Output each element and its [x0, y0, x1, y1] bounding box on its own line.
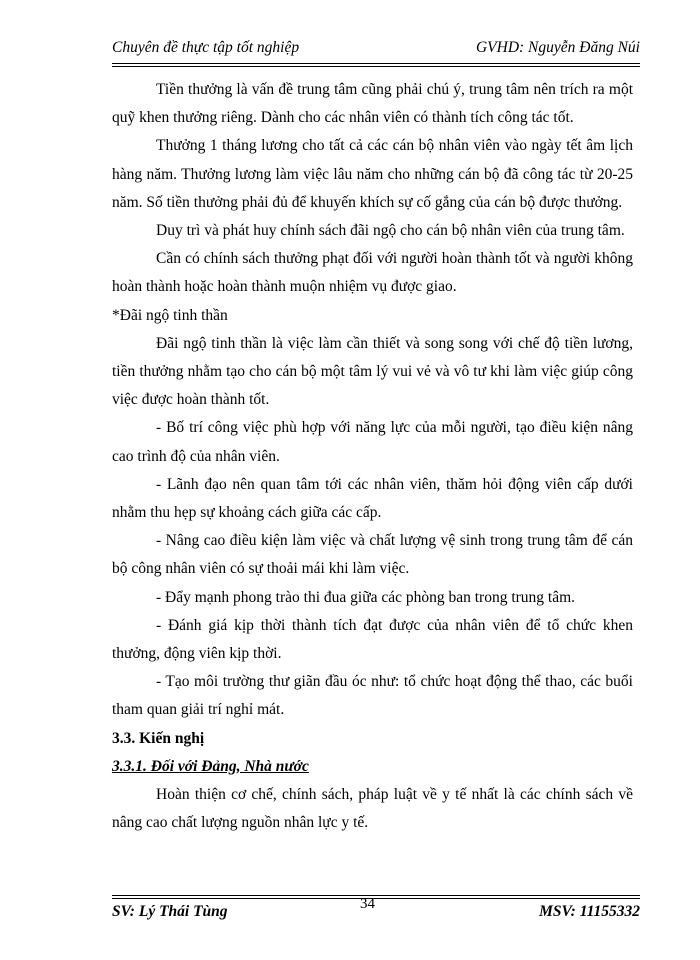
page-footer — [112, 899, 640, 925]
paragraph: Đãi ngộ tinh thần là việc làm cần thiết và song song với chế độ tiền lương, tiền thưởng nhằm tạo cho cán bộ một tâm lý vui vẻ và vô tư khi làm việc giúp công việc được hoàn thành tốt. — [112, 334, 633, 409]
list-item: - Lãnh đạo nên quan tâm tới các nhân viên, thăm hỏi động viên cấp dưới nhằm thu hẹp sự khoảng cách giữa các cấp. — [112, 475, 633, 522]
list-item: - Bố trí công việc phù hợp với năng lực của mỗi người, tạo điều kiện nâng cao trình độ của nhân viên. — [112, 419, 633, 465]
paragraph: Hoàn thiện cơ chế, chính sách, pháp luật về y tế nhất là các chính sách về nâng cao chất lượng nguồn nhân lực y tế. — [112, 786, 633, 832]
list-item: - Nâng cao điều kiện làm việc và chất lượng vệ sinh trong trung tâm để cán bộ công nhân viên có sự thoải mái khi làm việc. — [112, 532, 633, 578]
header-divider — [112, 63, 640, 67]
footer-student-id: MSV: 11155332 — [539, 903, 640, 920]
document-body — [112, 76, 633, 837]
header-title: Chuyên đề thực tập tốt nghiệp — [112, 39, 300, 56]
paragraph: Tiền thưởng là vấn đề trung tâm cũng phải chú ý, trung tâm nên trích ra một quỹ khen thưởng riêng. Dành cho các nhân viên có thành tích công tác tốt. — [112, 81, 633, 127]
subsection-heading: 3.3.1. Đối với Đảng, Nhà nước — [112, 757, 309, 775]
subheading-spiritual-benefits: *Đãi ngộ tinh thần — [112, 306, 228, 324]
page-header — [112, 34, 640, 62]
list-item: - Đánh giá kịp thời thành tích đạt được của nhân viên để tổ chức khen thưởng, động viên kịp thời. — [112, 616, 633, 663]
list-item: - Đẩy mạnh phong trào thi đua giữa các phòng ban trong trung tâm. — [156, 588, 576, 606]
list-item: - Tạo môi trường thư giãn đầu óc như: tổ chức hoạt động thể thao, các buổi tham quan giải trí nghỉ mát. — [112, 673, 633, 719]
section-heading: 3.3. Kiến nghị — [112, 729, 205, 747]
header-instructor: GVHD: Nguyễn Đăng Núi — [475, 39, 640, 56]
footer-student: SV: Lý Thái Tùng — [112, 903, 228, 920]
paragraph: Duy trì và phát huy chính sách đãi ngộ cho cán bộ nhân viên của trung tâm. — [156, 222, 625, 240]
paragraph: Cần có chính sách thưởng phạt đối với người hoàn thành tốt và người không hoàn thành hoặc hoàn thành muộn nhiệm vụ được giao. — [112, 250, 633, 296]
paragraph: Thưởng 1 tháng lương cho tất cả các cán bộ nhân viên vào ngày tết âm lịch hàng năm. Thưởng lương làm việc lâu năm cho những cán bộ đã công tác từ 20-25 năm. Số tiền thưởng phải đủ để khuyến khích sự cố gắng của cán bộ được thưởng. — [112, 137, 633, 211]
page-number: 34 — [360, 896, 375, 912]
